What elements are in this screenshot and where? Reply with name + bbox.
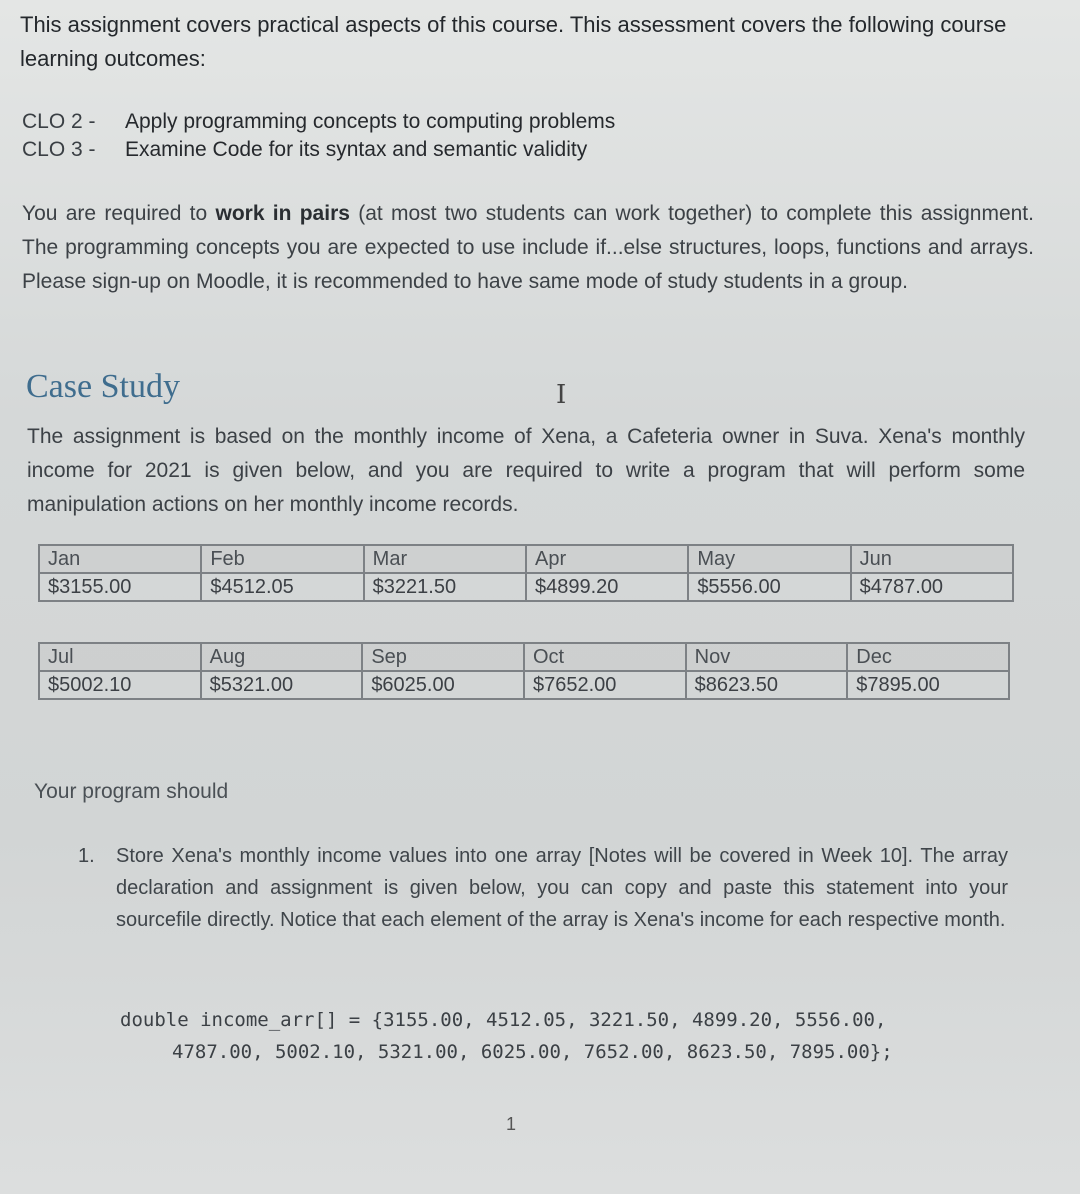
income-cell: $7895.00 (847, 671, 1009, 699)
income-cell: $5556.00 (688, 573, 850, 601)
income-cell: $3221.50 (364, 573, 526, 601)
pairs-text-after: (at most two students can work together) to complete this assignment. The programming concepts you are expected to use include if...else structures, loops, functions and arrays. Please sign-up on Moodle, it is recommended to have same mode of study students in a group. (22, 202, 1034, 293)
income-cell: $5002.10 (39, 671, 201, 699)
clo-description: Apply programming concepts to computing problems (125, 110, 616, 133)
text-cursor-icon: I (556, 380, 567, 410)
pairs-bold-text: work in pairs (215, 202, 350, 225)
case-study-paragraph: The assignment is based on the monthly income of Xena, a Cafeteria owner in Suva. Xena's monthly income for 2021 is given below, and you are required to write a program that will perform some manipulation actions on her monthly income records. (27, 425, 1025, 516)
income-table-jul-dec (38, 642, 1010, 700)
list-item-text: Store Xena's monthly income values into one array [Notes will be covered in Week 10]. The array declaration and assignment is given below, you can copy and paste this statement into your sourcefile directly. Notice that each element of the array is Xena's income for each respective month. (116, 845, 1008, 931)
case-study-heading: Case Study (26, 368, 180, 405)
month-cell: Aug (201, 643, 363, 671)
clo-description: Examine Code for its syntax and semantic validity (125, 138, 588, 161)
income-cell: $8623.50 (686, 671, 848, 699)
month-row (39, 643, 1009, 671)
month-cell: Apr (526, 545, 688, 573)
income-table-jan-jun (38, 544, 1014, 602)
income-cell: $4512.05 (201, 573, 363, 601)
program-should-label: Your program should (34, 780, 229, 803)
pairs-paragraph (22, 197, 1034, 299)
month-cell: Oct (524, 643, 686, 671)
list-item (78, 840, 1008, 936)
code-line: double income_arr[] = {3155.00, 4512.05, 3221.50, 4899.20, 5556.00, (120, 1009, 887, 1031)
income-cell: $7652.00 (524, 671, 686, 699)
clo-item (22, 138, 587, 162)
income-cell: $4787.00 (851, 573, 1013, 601)
income-row (39, 671, 1009, 699)
income-cell: $6025.00 (362, 671, 524, 699)
month-row (39, 545, 1013, 573)
month-cell: Nov (686, 643, 848, 671)
page-number: 1 (506, 1114, 517, 1134)
month-cell: Jul (39, 643, 201, 671)
income-row (39, 573, 1013, 601)
month-cell: Dec (847, 643, 1009, 671)
intro-paragraph: This assignment covers practical aspects of this course. This assessment covers the following course learning outcomes: (20, 12, 1007, 71)
list-item-number: 1. (78, 845, 95, 867)
month-cell: Feb (201, 545, 363, 573)
income-cell: $3155.00 (39, 573, 201, 601)
clo-code: CLO 2 - (22, 110, 96, 133)
code-line: 4787.00, 5002.10, 5321.00, 6025.00, 7652.00, 8623.50, 7895.00}; (172, 1041, 893, 1063)
pairs-text-before: You are required to (22, 202, 216, 225)
income-cell: $5321.00 (201, 671, 363, 699)
month-cell: Jun (851, 545, 1013, 573)
month-cell: May (688, 545, 850, 573)
month-cell: Jan (39, 545, 201, 573)
income-cell: $4899.20 (526, 573, 688, 601)
month-cell: Sep (362, 643, 524, 671)
code-block (120, 1004, 893, 1068)
clo-item (22, 110, 615, 134)
month-cell: Mar (364, 545, 526, 573)
clo-code: CLO 3 - (22, 138, 96, 161)
